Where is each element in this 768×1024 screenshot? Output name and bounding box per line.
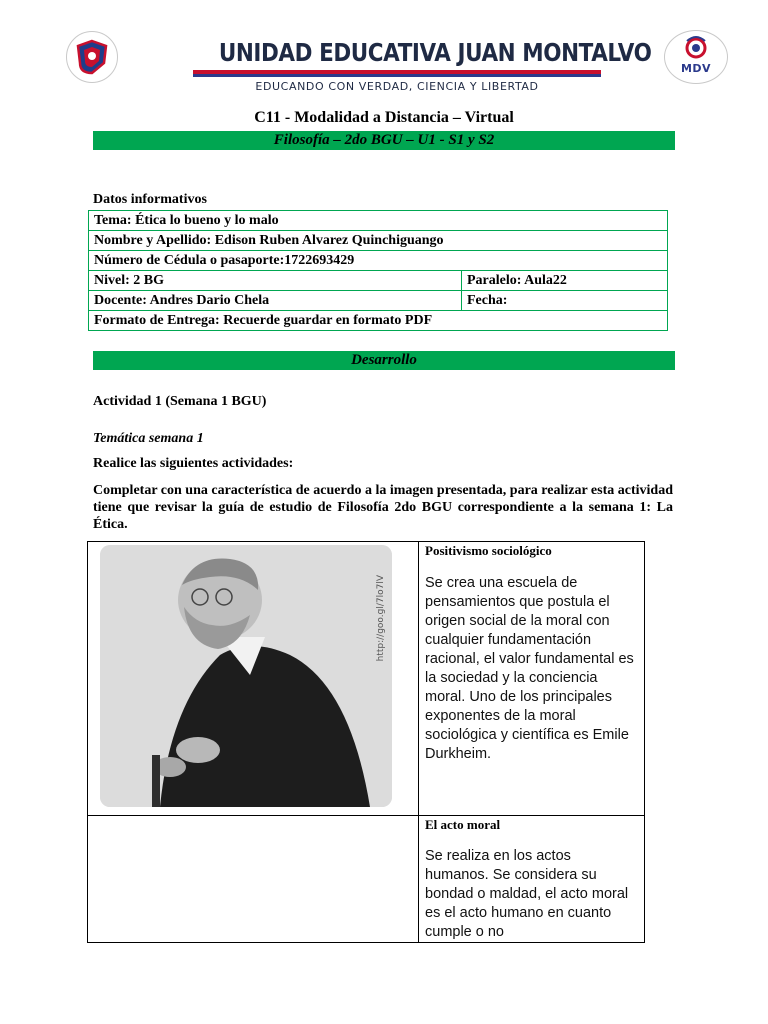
activity-heading: Actividad 1 (Semana 1 BGU) bbox=[93, 394, 267, 409]
durkheim-portrait-image bbox=[100, 545, 392, 807]
desarrollo-band: Desarrollo bbox=[93, 351, 675, 370]
info-table bbox=[88, 210, 668, 331]
shield-icon bbox=[75, 39, 109, 75]
mdv-logo-text: MDV bbox=[680, 62, 712, 75]
image-cell bbox=[88, 542, 419, 816]
concept-text: Se realiza en los actos humanos. Se considera su bondad o maldad, el acto moral es el acto humano en cuanto cumple o no bbox=[425, 848, 629, 940]
info-docente: Docente: Andres Dario Chela bbox=[89, 291, 462, 311]
info-row-tema bbox=[89, 211, 668, 231]
info-nivel: Nivel: 2 BG bbox=[89, 271, 462, 291]
info-row-nivel bbox=[89, 271, 668, 291]
info-row-nombre bbox=[89, 231, 668, 251]
mdv-logo bbox=[664, 30, 728, 84]
info-row-docente bbox=[89, 291, 668, 311]
info-fecha: Fecha: bbox=[462, 291, 668, 311]
image-cell-empty bbox=[88, 816, 419, 943]
concept-cell bbox=[419, 816, 645, 943]
instruction-label: Realice las siguientes actividades: bbox=[93, 456, 294, 471]
info-row-cedula bbox=[89, 251, 668, 271]
school-name: UNIDAD EDUCATIVA JUAN MONTALVO bbox=[218, 38, 652, 67]
activity-row bbox=[88, 542, 645, 816]
info-nombre: Nombre y Apellido: Edison Ruben Alvarez Quinchiguango bbox=[89, 231, 668, 251]
school-shield-logo bbox=[66, 31, 118, 83]
info-row-formato bbox=[89, 311, 668, 331]
activity-statement: Completar con una característica de acuerdo a la imagen presentada, para realizar esta actividad tiene que revisar la guía de estudio de Filosofía 2do BGU correspondiente a la semana 1: La Ética. bbox=[93, 483, 673, 532]
header-divider-blue bbox=[193, 74, 601, 77]
document-title: C11 - Modalidad a Distancia – Virtual bbox=[254, 109, 514, 126]
activity-row bbox=[88, 816, 645, 943]
info-paralelo: Paralelo: Aula22 bbox=[462, 271, 668, 291]
info-tema: Tema: Ética lo bueno y lo malo bbox=[89, 211, 668, 231]
weekly-topic-label: Temática semana 1 bbox=[93, 431, 204, 446]
info-cedula: Número de Cédula o pasaporte:1722693429 bbox=[89, 251, 668, 271]
concept-title: El acto moral bbox=[425, 817, 501, 832]
info-formato: Formato de Entrega: Recuerde guardar en formato PDF bbox=[89, 311, 668, 331]
info-section-label: Datos informativos bbox=[93, 192, 207, 207]
concept-title: Positivismo sociológico bbox=[425, 543, 552, 558]
subject-band: Filosofía – 2do BGU – U1 - S1 y S2 bbox=[93, 131, 675, 150]
mdv-emblem-icon bbox=[665, 31, 727, 83]
activity-table bbox=[87, 541, 645, 943]
portrait-photo bbox=[100, 545, 392, 807]
concept-text: Se crea una escuela de pensamientos que postula el origen social de la moral con cualquier fundamentación racional, el valor fundamental es la sociedad y la conciencia moral. Uno de los principales exponentes de la moral sociológica y científica es Emile Durkheim. bbox=[425, 575, 634, 762]
image-watermark: http://goo.gl/7lo7lV bbox=[376, 575, 386, 662]
concept-cell bbox=[419, 542, 645, 816]
school-motto: EDUCANDO CON VERDAD, CIENCIA Y LIBERTAD bbox=[255, 80, 539, 93]
